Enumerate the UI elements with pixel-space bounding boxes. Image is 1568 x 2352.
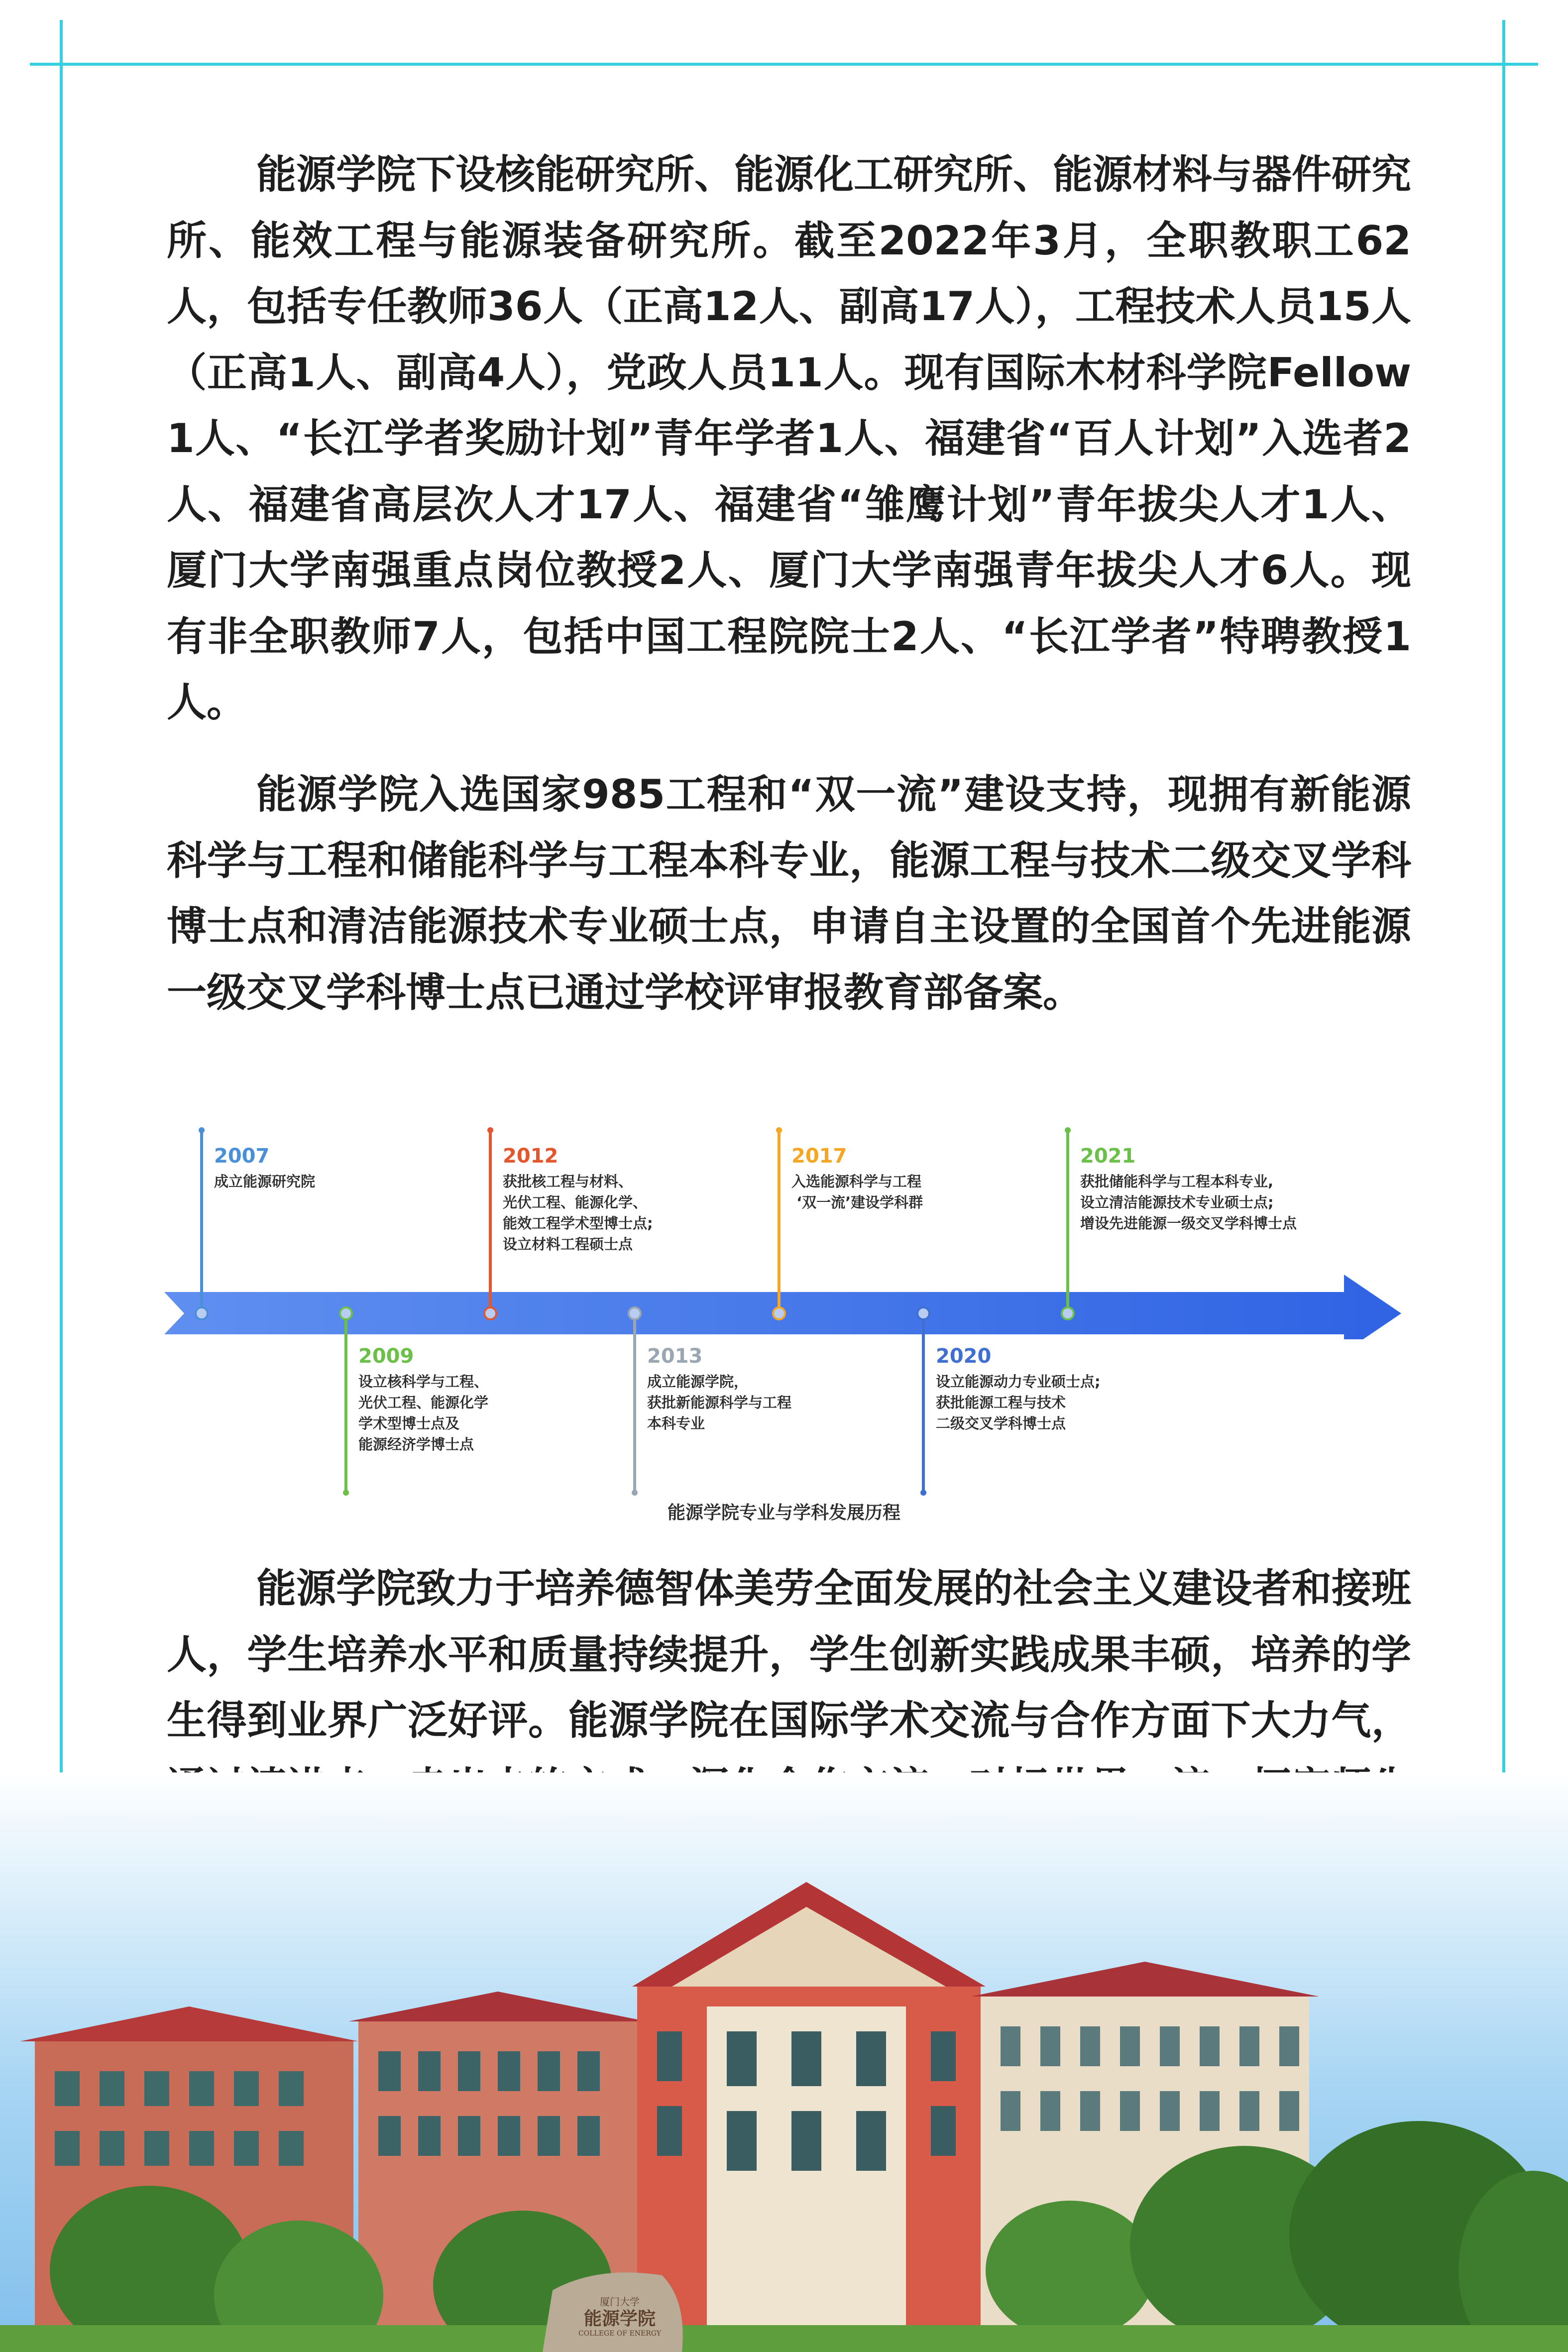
timeline-year-2020: 2020: [936, 1345, 992, 1368]
intro-paragraph-faculty: 能源学院下设核能研究所、能源化工研究所、能源材料与器件研究所、能效工程与能源装备研究所。截至2022年3月，全职教职工62人，包括专任教师36人（正高12人、副高17人），工程技术人员15人（正高1人、副高4人），党政人员11人。现有国际木材科学院Fellow 1人、“长江学者奖励计划”青年学者1人、福建省“百人计划”入选者2人、福建省高层次人才17人、福建省“雏鹰计划”青年拔尖人才1人、厦门大学南强重点岗位教授2人、厦门大学南强青年拔尖人才6人。现有非全职教师7人，包括中国工程院院士2人、“长江学者”特聘教授1人。: [167, 151, 1411, 725]
timeline-stem-2021: [1066, 1130, 1069, 1313]
frame-left-line: [60, 20, 63, 1862]
timeline-stem-2017: [778, 1130, 781, 1313]
timeline-stem-end-2021: [1065, 1127, 1071, 1133]
timeline-stem-end-2012: [487, 1127, 493, 1133]
stone-text-university: 厦门大学: [600, 2296, 640, 2308]
timeline-arrow-shape: [164, 1275, 1401, 1339]
timeline-dot-2007: [195, 1306, 209, 1320]
timeline-stem-2020: [922, 1313, 925, 1493]
timeline-stem-end-2007: [199, 1127, 205, 1133]
timeline-stem-end-2017: [776, 1127, 782, 1133]
timeline-stem-2007: [200, 1130, 203, 1313]
timeline-desc-2007: 成立能源研究院: [214, 1173, 316, 1190]
intro-paragraph-programs: 能源学院入选国家985工程和“双一流”建设支持，现拥有新能源科学与工程和储能科学与工程本科专业，能源工程与技术二级交叉学科博士点和清洁能源技术专业硕士点，申请自主设置的全国首个先进能源一级交叉学科博士点已通过学校评审报教育部备案。: [167, 771, 1411, 1016]
timeline-desc-2021: 获批储能科学与工程本科专业, 设立清洁能源技术专业硕士点; 增设先进能源一级交叉学科博士点: [1080, 1173, 1297, 1232]
timeline-desc-2017: 入选能源科学与工程 ‘双一流’建设学科群: [791, 1173, 923, 1211]
timeline-stem-2009: [344, 1313, 347, 1493]
frame-top-line: [30, 63, 1538, 66]
timeline-desc-2012: 获批核工程与材料、 光伏工程、能源化学、 能效工程学术型博士点; 设立材料工程硕士点: [503, 1173, 653, 1253]
timeline-dot-2012: [483, 1306, 497, 1320]
stone-text-english: COLLEGE OF ENERGY: [578, 2330, 661, 2338]
timeline-stem-end-2013: [632, 1490, 638, 1496]
timeline-dot-2009: [339, 1306, 353, 1320]
timeline-dot-2020: [916, 1306, 930, 1320]
timeline-year-2009: 2009: [358, 1345, 414, 1368]
timeline-caption: 能源学院专业与学科发展历程: [667, 1503, 900, 1523]
intro-paragraph-students: 能源学院致力于培养德智体美劳全面发展的社会主义建设者和接班人，学生培养水平和质量持续提升，学生创新实践成果丰硕，培养的学生得到业界广泛好评。能源学院在国际学术交流与合作方面下大力气，: [167, 1565, 1411, 1744]
campus-building-photo: [0, 1772, 1568, 2352]
timeline-stem-end-2009: [343, 1490, 349, 1496]
timeline-desc-2009: 设立核科学与工程、 光伏工程、能源化学 学术型博士点及 能源经济学博士点: [358, 1373, 489, 1453]
timeline-dot-2013: [628, 1306, 642, 1320]
timeline-year-2017: 2017: [791, 1145, 847, 1168]
timeline-dot-2021: [1061, 1306, 1075, 1320]
timeline-desc-2020: 设立能源动力专业硕士点; 获批能源工程与技术 二级交叉学科博士点: [936, 1373, 1101, 1432]
timeline-stem-2013: [633, 1313, 636, 1493]
timeline-year-2012: 2012: [503, 1145, 559, 1168]
timeline-dot-2017: [772, 1306, 786, 1320]
timeline-year-2013: 2013: [647, 1345, 703, 1368]
timeline-desc-2013: 成立能源学院， 获批新能源科学与工程 本科专业: [647, 1373, 792, 1432]
main-building: [632, 1882, 986, 2352]
stone-text-college: 能源学院: [583, 2308, 656, 2329]
frame-right-line: [1502, 20, 1505, 1862]
development-timeline: [0, 1130, 1568, 1538]
timeline-stem-2012: [489, 1130, 492, 1313]
timeline-year-2021: 2021: [1080, 1145, 1136, 1168]
timeline-stem-end-2020: [920, 1490, 926, 1496]
timeline-year-2007: 2007: [214, 1145, 270, 1168]
lawn: [0, 2325, 1568, 2352]
building-illustration: [0, 1772, 1568, 2352]
stone-inscription: [562, 2295, 677, 2338]
